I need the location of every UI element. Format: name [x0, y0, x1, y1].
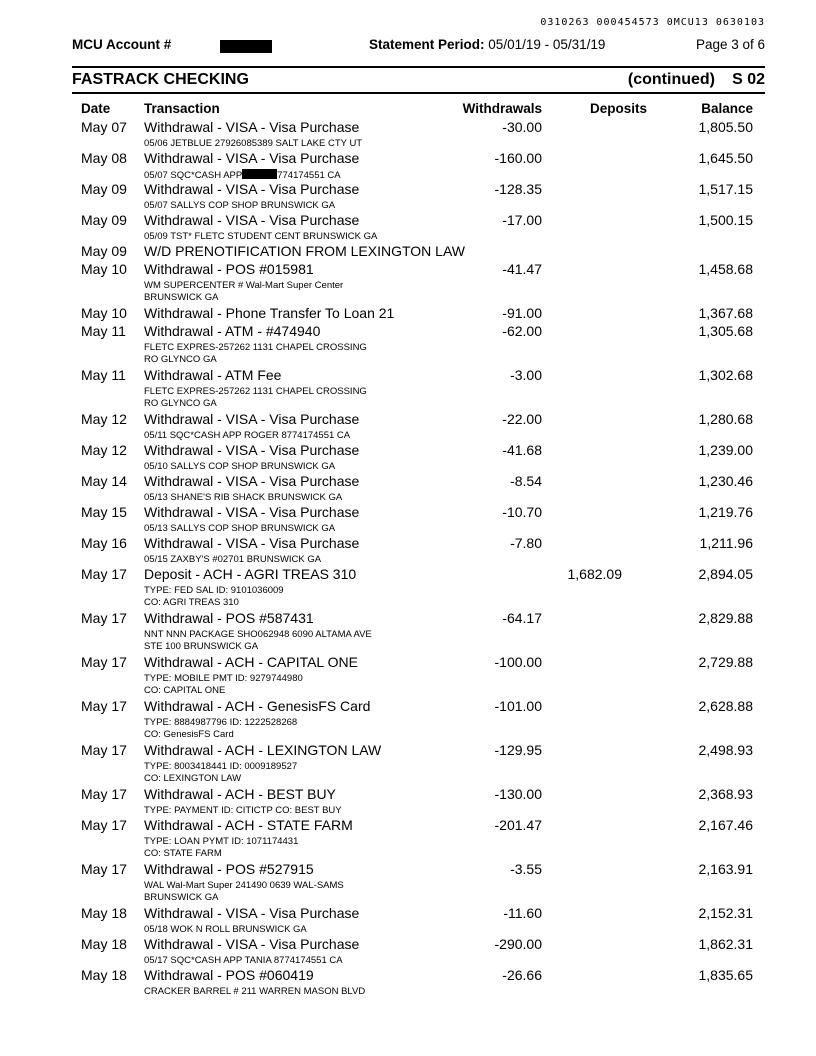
transaction-detail — [144, 761, 297, 784]
transaction-main-line — [0, 442, 816, 459]
transaction-row — [0, 261, 816, 305]
transaction-detail — [144, 924, 307, 936]
transaction-description: Deposit - ACH - AGRI TREAS 310 — [144, 566, 357, 582]
transaction-date: May 12 — [81, 411, 127, 427]
balance-amount: 1,645.50 — [698, 150, 753, 166]
transaction-detail — [144, 342, 367, 365]
transaction-date: May 11 — [81, 367, 126, 383]
transaction-main-line — [0, 473, 816, 490]
transaction-detail-line: TYPE: 8003418441 ID: 0009189527 — [144, 761, 298, 772]
transaction-description: Withdrawal - VISA - Visa Purchase — [144, 473, 360, 489]
transaction-main-line — [0, 212, 816, 229]
transaction-date: May 09 — [81, 181, 127, 197]
transaction-detail-line: CRACKER BARREL # 211 WARREN MASON BLVD — [144, 986, 366, 997]
transaction-description: Withdrawal - ACH - GenesisFS Card — [144, 698, 371, 714]
transaction-date: May 17 — [81, 610, 127, 626]
transaction-description: Withdrawal - ACH - STATE FARM — [144, 817, 353, 833]
transaction-main-line — [0, 323, 816, 340]
balance-amount: 2,167.46 — [698, 817, 753, 833]
header-rule — [72, 66, 765, 68]
balance-amount: 1,862.31 — [698, 936, 753, 952]
transaction-description: Withdrawal - ACH - LEXINGTON LAW — [144, 742, 382, 758]
balance-amount: 1,305.68 — [698, 323, 753, 339]
transaction-main-line — [0, 905, 816, 922]
transaction-date: May 17 — [81, 817, 127, 833]
balance-amount: 1,211.96 — [699, 535, 753, 551]
transaction-date: May 18 — [81, 936, 127, 952]
transaction-description: Withdrawal - VISA - Visa Purchase — [144, 442, 360, 458]
transaction-row — [0, 181, 816, 212]
period-value: 05/01/19 - 05/31/19 — [488, 37, 606, 52]
column-header-transaction: Transaction — [144, 101, 220, 116]
withdrawal-amount: -160.00 — [494, 150, 542, 166]
transaction-detail — [144, 386, 367, 409]
transaction-main-line — [0, 654, 816, 671]
section-rule — [72, 92, 765, 94]
balance-amount: 1,517.15 — [698, 181, 753, 197]
transaction-detail-line: STE 100 BRUNSWICK GA — [144, 640, 259, 652]
transaction-date: May 12 — [81, 442, 127, 458]
withdrawal-amount: -41.47 — [502, 261, 542, 277]
transaction-main-line — [0, 150, 816, 167]
transaction-date: May 17 — [81, 861, 127, 877]
transaction-detail-line: BRUNSWICK GA — [144, 891, 219, 903]
withdrawal-amount: -30.00 — [502, 119, 542, 135]
statement-header — [72, 37, 765, 55]
redacted-account-number — [220, 40, 272, 53]
balance-amount: 2,894.05 — [698, 566, 753, 582]
transaction-detail-line: CO: GenesisFS Card — [144, 728, 234, 740]
section-title: FASTRACK CHECKING — [72, 71, 249, 88]
transaction-detail — [144, 955, 343, 967]
transaction-date: May 10 — [81, 305, 127, 321]
transaction-detail — [144, 673, 303, 696]
withdrawal-amount: -3.00 — [510, 367, 542, 383]
transaction-row — [0, 936, 816, 967]
withdrawal-amount: -26.66 — [502, 967, 542, 983]
transaction-row — [0, 817, 816, 861]
transaction-main-line — [0, 742, 816, 759]
transaction-main-line — [0, 411, 816, 428]
transaction-description: Withdrawal - VISA - Visa Purchase — [144, 905, 360, 921]
transaction-detail-line: 05/15 ZAXBY'S #02701 BRUNSWICK GA — [144, 554, 322, 565]
balance-amount: 2,163.91 — [698, 861, 753, 877]
transaction-main-line — [0, 535, 816, 552]
transaction-date: May 17 — [81, 654, 127, 670]
withdrawal-amount: -7.80 — [510, 535, 542, 551]
transaction-detail — [144, 805, 342, 817]
withdrawal-amount: -290.00 — [494, 936, 542, 952]
transaction-description: Withdrawal - VISA - Visa Purchase — [144, 212, 360, 228]
transaction-description: Withdrawal - VISA - Visa Purchase — [144, 936, 360, 952]
column-headers — [0, 101, 816, 117]
transaction-description: Withdrawal - POS #527915 — [144, 861, 314, 877]
transaction-detail — [144, 880, 344, 903]
transaction-date: May 17 — [81, 786, 127, 802]
transaction-row — [0, 243, 816, 261]
document-code: 0310263 000454573 0MCU13 0630103 — [540, 17, 765, 28]
transaction-detail-line: 05/11 SQC*CASH APP ROGER 8774174551 CA — [144, 430, 351, 441]
transaction-main-line — [0, 817, 816, 834]
balance-amount: 1,230.46 — [698, 473, 753, 489]
transaction-detail-line: 05/06 JETBLUE 27926085389 SALT LAKE CTY UT — [144, 138, 363, 149]
transaction-row — [0, 305, 816, 323]
withdrawal-amount: -91.00 — [502, 305, 542, 321]
balance-amount: 2,498.93 — [698, 742, 753, 758]
balance-amount: 2,829.88 — [698, 610, 753, 626]
transaction-main-line — [0, 610, 816, 627]
transaction-detail — [144, 554, 321, 566]
transaction-detail — [144, 836, 298, 859]
transaction-description: W/D PRENOTIFICATION FROM LEXINGTON LAW — [144, 243, 465, 259]
withdrawal-amount: -41.68 — [502, 442, 542, 458]
balance-amount: 2,628.88 — [698, 698, 753, 714]
transaction-detail-line: TYPE: PAYMENT ID: CITICTP CO: BEST BUY — [144, 805, 342, 816]
withdrawal-amount: -17.00 — [502, 212, 542, 228]
balance-amount: 1,835.65 — [698, 967, 753, 983]
withdrawal-amount: -8.54 — [510, 473, 542, 489]
transaction-row — [0, 566, 816, 610]
transaction-detail-line: CO: STATE FARM — [144, 847, 222, 859]
withdrawal-amount: -3.55 — [510, 861, 542, 877]
balance-amount: 1,458.68 — [698, 261, 753, 277]
transaction-detail-line: NNT NNN PACKAGE SHO062948 6090 ALTAMA AVE — [144, 629, 372, 640]
transaction-main-line — [0, 698, 816, 715]
transaction-detail-line: 05/07 SALLYS COP SHOP BRUNSWICK GA — [144, 200, 336, 211]
transaction-detail-line: CO: LEXINGTON LAW — [144, 772, 242, 784]
transaction-description: Withdrawal - Phone Transfer To Loan 21 — [144, 305, 395, 321]
transaction-date: May 09 — [81, 243, 127, 259]
transaction-detail-line: BRUNSWICK GA — [144, 291, 219, 303]
transaction-row — [0, 967, 816, 998]
transaction-detail-line: FLETC EXPRES-257262 1131 CHAPEL CROSSING — [144, 342, 367, 353]
withdrawal-amount: -22.00 — [502, 411, 542, 427]
transaction-date: May 14 — [81, 473, 127, 489]
balance-amount: 2,729.88 — [698, 654, 753, 670]
transaction-date: May 15 — [81, 504, 127, 520]
transaction-main-line — [0, 243, 816, 260]
transaction-detail — [144, 200, 335, 212]
transaction-detail-line: CO: AGRI TREAS 310 — [144, 596, 239, 608]
transaction-row — [0, 861, 816, 905]
transaction-detail-line: TYPE: 8884987796 ID: 1222528268 — [144, 717, 298, 728]
statement-period — [369, 37, 605, 52]
transaction-row — [0, 654, 816, 698]
transaction-detail — [144, 717, 297, 740]
transaction-row — [0, 150, 816, 181]
transaction-date: May 18 — [81, 967, 127, 983]
transaction-detail — [144, 138, 362, 150]
transaction-date: May 17 — [81, 698, 127, 714]
transaction-detail-line: TYPE: FED SAL ID: 9101036009 — [144, 585, 284, 596]
transaction-detail — [144, 231, 377, 243]
transaction-row — [0, 442, 816, 473]
transaction-row — [0, 610, 816, 654]
period-label: Statement Period: — [369, 37, 485, 52]
transaction-date: May 10 — [81, 261, 127, 277]
transaction-description: Withdrawal - POS #060419 — [144, 967, 314, 983]
transaction-main-line — [0, 119, 816, 136]
transaction-date: May 11 — [81, 323, 126, 339]
withdrawal-amount: -201.47 — [494, 817, 542, 833]
transaction-description: Withdrawal - VISA - Visa Purchase — [144, 504, 360, 520]
transaction-description: Withdrawal - VISA - Visa Purchase — [144, 535, 360, 551]
transaction-detail — [144, 430, 350, 442]
section-code: S 02 — [732, 71, 765, 88]
balance-amount: 1,367.68 — [698, 305, 753, 321]
transaction-description: Withdrawal - ACH - BEST BUY — [144, 786, 336, 802]
balance-amount: 1,280.68 — [698, 411, 753, 427]
withdrawal-amount: -129.95 — [494, 742, 542, 758]
withdrawal-amount: -130.00 — [494, 786, 542, 802]
transaction-description: Withdrawal - VISA - Visa Purchase — [144, 411, 360, 427]
transaction-date: May 16 — [81, 535, 127, 551]
transaction-main-line — [0, 261, 816, 278]
transaction-row — [0, 212, 816, 243]
transaction-detail-line: 05/13 SALLYS COP SHOP BRUNSWICK GA — [144, 523, 336, 534]
transaction-date: May 07 — [81, 119, 127, 135]
transaction-date: May 08 — [81, 150, 127, 166]
withdrawal-amount: -62.00 — [502, 323, 542, 339]
balance-amount: 1,239.00 — [698, 442, 753, 458]
transaction-description: Withdrawal - ATM - #474940 — [144, 323, 321, 339]
section-header — [72, 71, 765, 91]
withdrawal-amount: -64.17 — [502, 610, 542, 626]
transaction-list — [0, 119, 816, 998]
column-header-deposits: Deposits — [589, 101, 647, 116]
transaction-row — [0, 367, 816, 411]
transaction-row — [0, 473, 816, 504]
transaction-description: Withdrawal - POS #587431 — [144, 610, 314, 626]
transaction-detail — [144, 523, 335, 535]
transaction-main-line — [0, 367, 816, 384]
page-number: Page 3 of 6 — [695, 37, 765, 52]
balance-amount: 1,302.68 — [698, 367, 753, 383]
transaction-date: May 17 — [81, 566, 127, 582]
transaction-row — [0, 905, 816, 936]
transaction-main-line — [0, 936, 816, 953]
transaction-detail-line: 05/09 TST* FLETC STUDENT CENT BRUNSWICK GA — [144, 231, 378, 242]
column-header-balance: Balance — [701, 101, 753, 116]
transaction-row — [0, 504, 816, 535]
transaction-detail — [144, 986, 365, 998]
transaction-detail-text: 774174551 CA — [277, 170, 341, 181]
transaction-detail-line: FLETC EXPRES-257262 1131 CHAPEL CROSSING — [144, 386, 367, 397]
transaction-row — [0, 119, 816, 150]
transaction-detail — [144, 629, 372, 652]
transaction-detail-line: 05/17 SQC*CASH APP TANIA 8774174551 CA — [144, 955, 343, 966]
transaction-row — [0, 323, 816, 367]
deposit-amount: 1,682.09 — [567, 566, 622, 582]
transaction-main-line — [0, 967, 816, 984]
transaction-main-line — [0, 566, 816, 583]
transaction-detail-line: CO: CAPITAL ONE — [144, 684, 226, 696]
transaction-detail-line: 05/10 SALLYS COP SHOP BRUNSWICK GA — [144, 461, 336, 472]
transaction-date: May 09 — [81, 212, 127, 228]
withdrawal-amount: -128.35 — [494, 181, 542, 197]
transaction-detail — [144, 585, 284, 608]
transaction-detail-line: TYPE: LOAN PYMT ID: 1071174431 — [144, 836, 299, 847]
balance-amount: 1,500.15 — [698, 212, 753, 228]
transaction-row — [0, 535, 816, 566]
transaction-main-line — [0, 181, 816, 198]
transaction-description: Withdrawal - VISA - Visa Purchase — [144, 150, 360, 166]
transaction-detail — [144, 461, 335, 473]
transaction-main-line — [0, 861, 816, 878]
continued-label: (continued) — [627, 71, 715, 88]
transaction-date: May 18 — [81, 905, 127, 921]
transaction-main-line — [0, 504, 816, 521]
account-label: MCU Account # — [72, 37, 172, 52]
withdrawal-amount: -100.00 — [494, 654, 542, 670]
column-header-date: Date — [81, 101, 111, 116]
transaction-detail — [144, 280, 343, 303]
transaction-detail — [144, 169, 341, 182]
transaction-row — [0, 786, 816, 817]
transaction-main-line — [0, 786, 816, 803]
transaction-detail-line: TYPE: MOBILE PMT ID: 9279744980 — [144, 673, 303, 684]
transaction-detail-text: 05/07 SQC*CASH APP — [144, 170, 243, 181]
transaction-detail-line: RO GLYNCO GA — [144, 353, 217, 365]
withdrawal-amount: -101.00 — [494, 698, 542, 714]
transaction-description: Withdrawal - VISA - Visa Purchase — [144, 181, 360, 197]
withdrawal-amount: -11.60 — [503, 905, 542, 921]
transaction-row — [0, 411, 816, 442]
transaction-description: Withdrawal - ATM Fee — [144, 367, 282, 383]
transaction-description: Withdrawal - VISA - Visa Purchase — [144, 119, 360, 135]
balance-amount: 1,805.50 — [698, 119, 753, 135]
transaction-main-line — [0, 305, 816, 322]
transaction-date: May 17 — [81, 742, 127, 758]
transaction-detail-line: 05/18 WOK N ROLL BRUNSWICK GA — [144, 924, 307, 935]
redacted-text — [242, 169, 277, 179]
transaction-detail-line: RO GLYNCO GA — [144, 397, 217, 409]
transaction-row — [0, 698, 816, 742]
balance-amount: 2,152.31 — [698, 905, 753, 921]
column-header-withdrawals: Withdrawals — [462, 101, 542, 116]
transaction-description: Withdrawal - ACH - CAPITAL ONE — [144, 654, 358, 670]
transaction-detail-line: 05/13 SHANE'S RIB SHACK BRUNSWICK GA — [144, 492, 343, 503]
transaction-description: Withdrawal - POS #015981 — [144, 261, 314, 277]
transaction-detail — [144, 492, 342, 504]
balance-amount: 2,368.93 — [698, 786, 753, 802]
transaction-detail-line: WAL Wal-Mart Super 241490 0639 WAL-SAMS — [144, 880, 344, 891]
withdrawal-amount: -10.70 — [502, 504, 542, 520]
balance-amount: 1,219.76 — [698, 504, 753, 520]
transaction-row — [0, 742, 816, 786]
transaction-detail-line: WM SUPERCENTER # Wal-Mart Super Center — [144, 280, 344, 291]
